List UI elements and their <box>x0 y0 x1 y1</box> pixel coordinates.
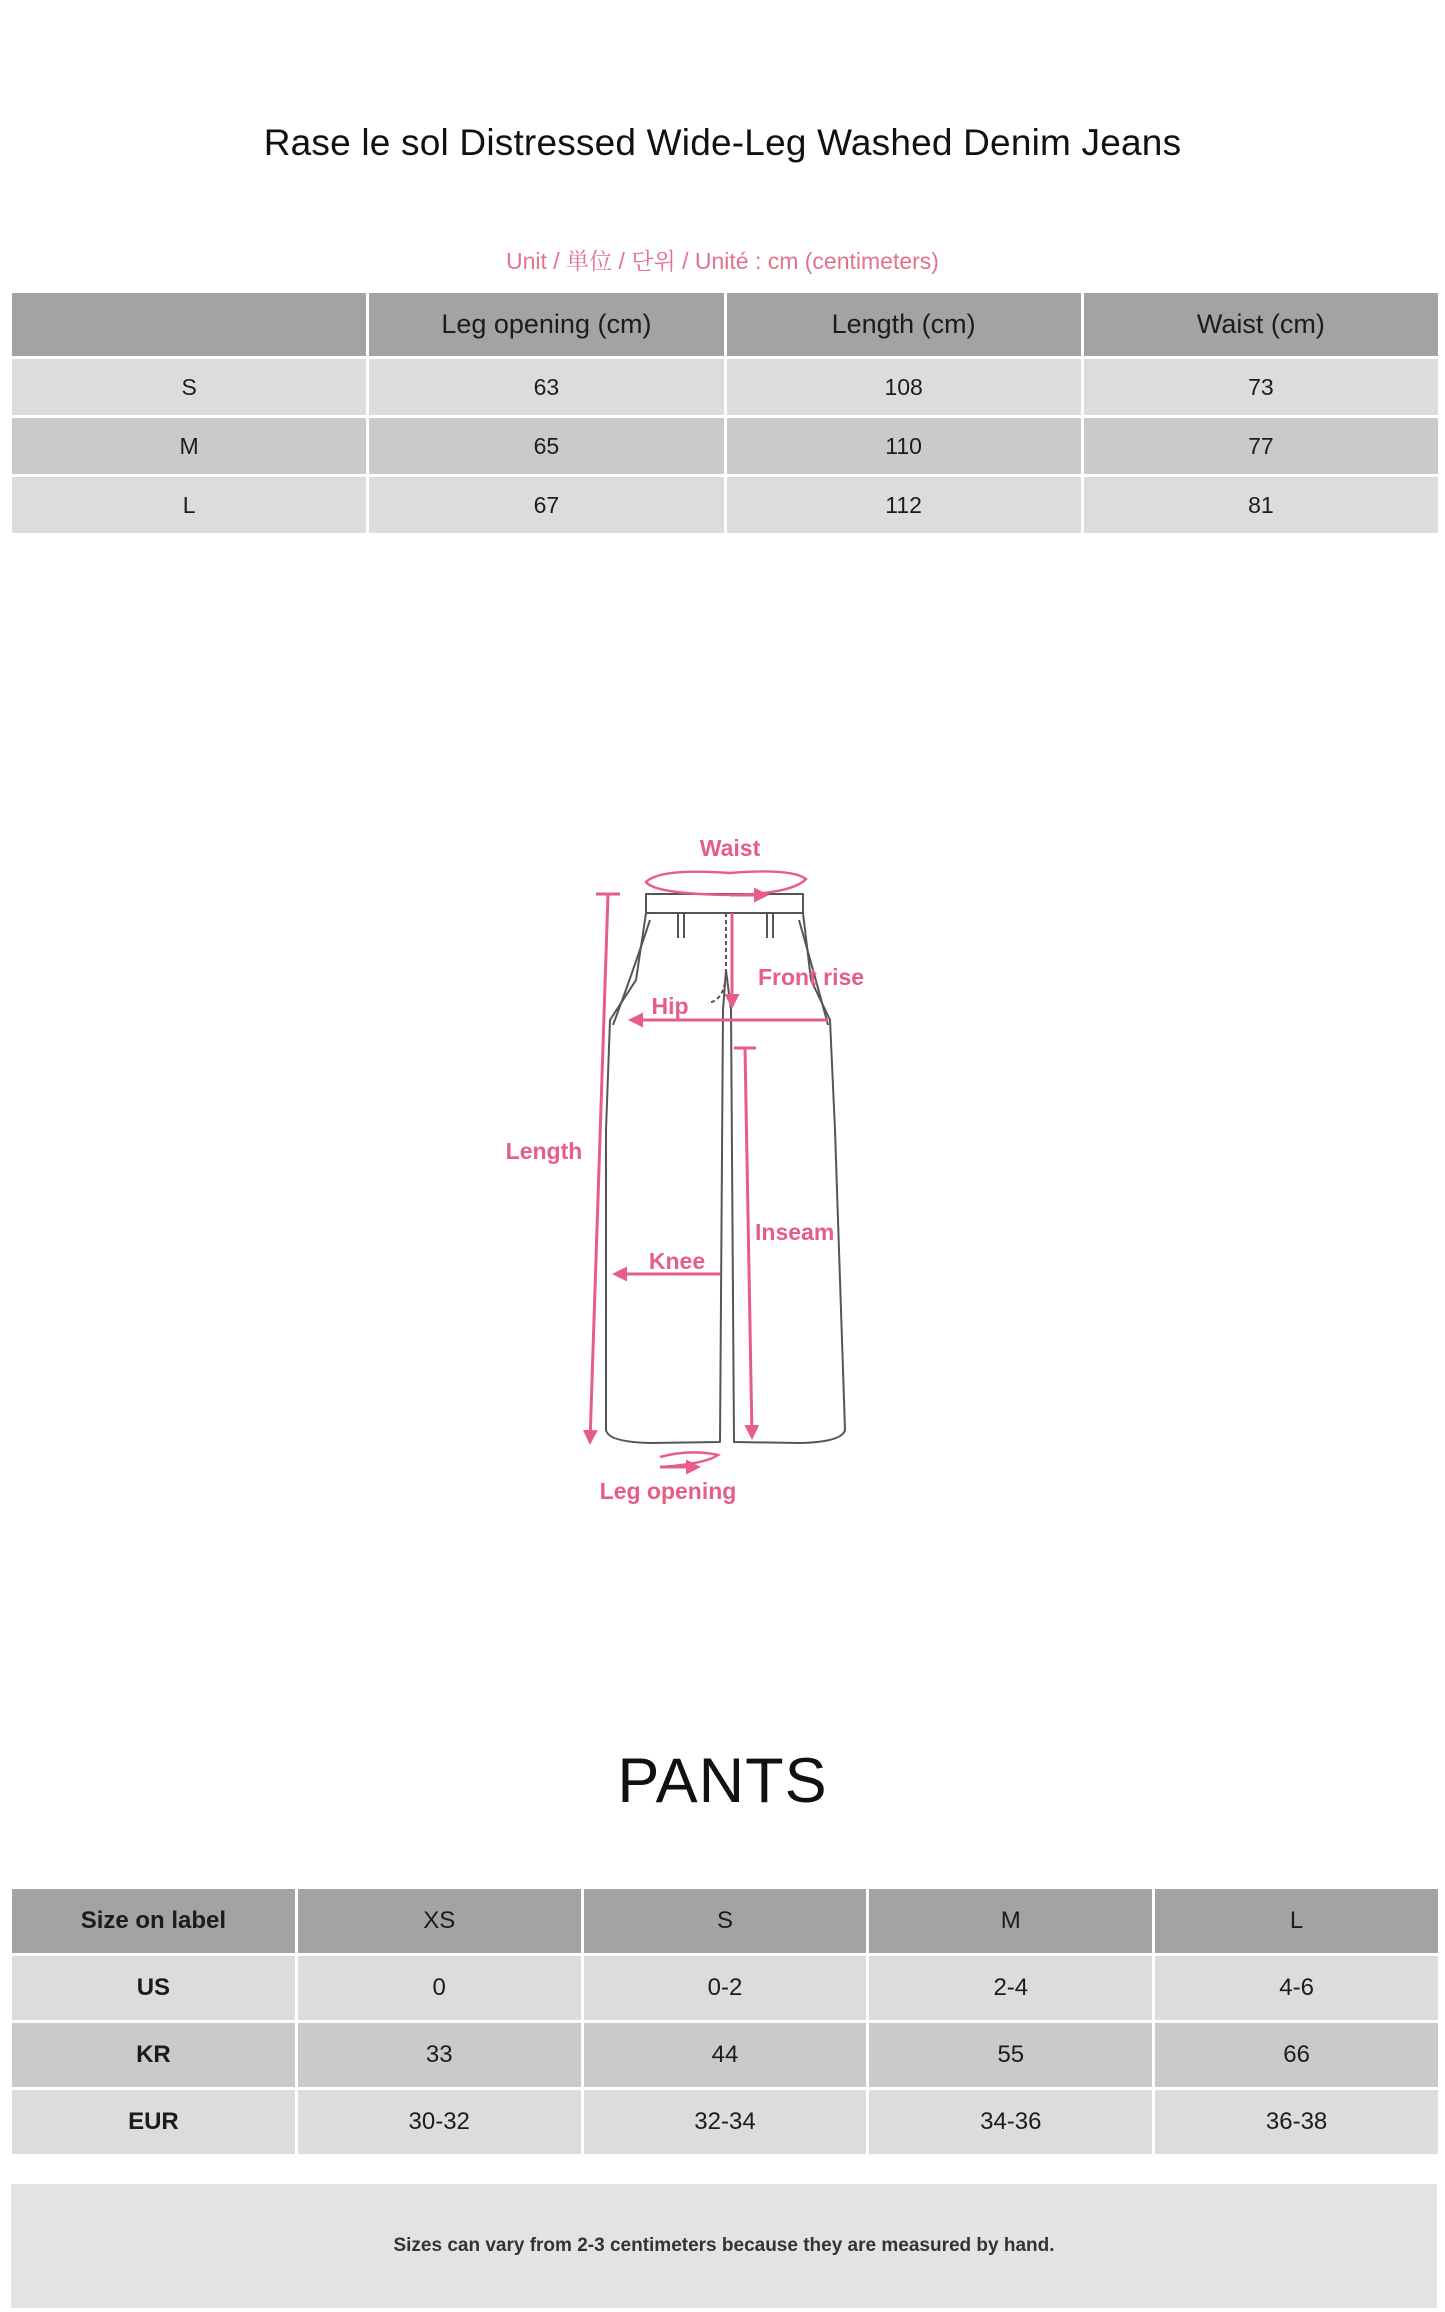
table-cell: 73 <box>1084 359 1438 415</box>
size-table <box>9 290 1441 536</box>
front-rise-label: Front rise <box>758 964 865 990</box>
table-cell: 110 <box>727 418 1081 474</box>
table-cell: 0 <box>298 1956 581 2020</box>
table-cell: 55 <box>869 2023 1152 2087</box>
inseam-arrow <box>745 1048 752 1437</box>
page-title: Rase le sol Distressed Wide-Leg Washed Denim Jeans <box>263 122 1182 163</box>
knee-label: Knee <box>648 1248 706 1274</box>
table-row <box>12 359 1438 415</box>
row-label: US <box>12 1956 295 2020</box>
size-table-header-row <box>12 293 1438 356</box>
inseam-label: Inseam <box>755 1219 835 1245</box>
table-cell: 63 <box>369 359 723 415</box>
unit-note: Unit / 単位 / 단위 / Unité : cm (centimeters) <box>506 248 939 274</box>
table-cell: 66 <box>1155 2023 1438 2087</box>
table-cell: 30-32 <box>298 2090 581 2154</box>
table-cell: 4-6 <box>1155 1956 1438 2020</box>
hip-label: Hip <box>651 993 689 1019</box>
row-label: M <box>12 418 366 474</box>
table-cell: 34-36 <box>869 2090 1152 2154</box>
table-cell: 36-38 <box>1155 2090 1438 2154</box>
table-cell: 108 <box>727 359 1081 415</box>
right-leg <box>726 913 845 1443</box>
size-conversion-table <box>9 1886 1441 2157</box>
length-label: Length <box>505 1138 583 1164</box>
section-heading: PANTS <box>617 1746 828 1816</box>
row-label: KR <box>12 2023 295 2087</box>
left-belt-loop <box>678 913 684 938</box>
waist-label: Waist <box>699 835 761 861</box>
table-row <box>12 1956 1438 2020</box>
size-table-header-cell <box>12 293 366 356</box>
waist-arrow <box>646 871 806 895</box>
table-cell: 112 <box>727 477 1081 533</box>
table-cell: 2-4 <box>869 1956 1152 2020</box>
measurement-disclaimer: Sizes can vary from 2-3 centimeters because they are measured by hand. <box>11 2184 1437 2308</box>
table-cell: 33 <box>298 2023 581 2087</box>
row-label: EUR <box>12 2090 295 2154</box>
right-belt-loop <box>767 913 773 938</box>
size-table-header-cell: Leg opening (cm) <box>369 293 723 356</box>
leg-opening-arrow <box>660 1452 718 1467</box>
conversion-header-cell: XS <box>298 1889 581 1953</box>
row-label: L <box>12 477 366 533</box>
table-cell: 32-34 <box>584 2090 867 2154</box>
table-cell: 77 <box>1084 418 1438 474</box>
table-cell: 81 <box>1084 477 1438 533</box>
leg-opening-label: Leg opening <box>599 1478 737 1504</box>
table-row <box>12 2023 1438 2087</box>
size-table-header-cell: Waist (cm) <box>1084 293 1438 356</box>
waistband <box>646 894 803 913</box>
measurement-arrows <box>590 871 828 1467</box>
table-row <box>12 418 1438 474</box>
fly-stitch <box>708 913 726 1003</box>
size-table-header-cell: Length (cm) <box>727 293 1081 356</box>
conversion-header-cell: Size on label <box>12 1889 295 1953</box>
row-label: S <box>12 359 366 415</box>
pants-measurement-diagram <box>480 810 900 1520</box>
conversion-header-cell: L <box>1155 1889 1438 1953</box>
table-cell: 44 <box>584 2023 867 2087</box>
conversion-header-cell: S <box>584 1889 867 1953</box>
left-pocket <box>613 920 650 1025</box>
table-row <box>12 2090 1438 2154</box>
table-cell: 0-2 <box>584 1956 867 2020</box>
table-row <box>12 477 1438 533</box>
conversion-header-row <box>12 1889 1438 1953</box>
table-cell: 65 <box>369 418 723 474</box>
table-cell: 67 <box>369 477 723 533</box>
conversion-header-cell: M <box>869 1889 1152 1953</box>
